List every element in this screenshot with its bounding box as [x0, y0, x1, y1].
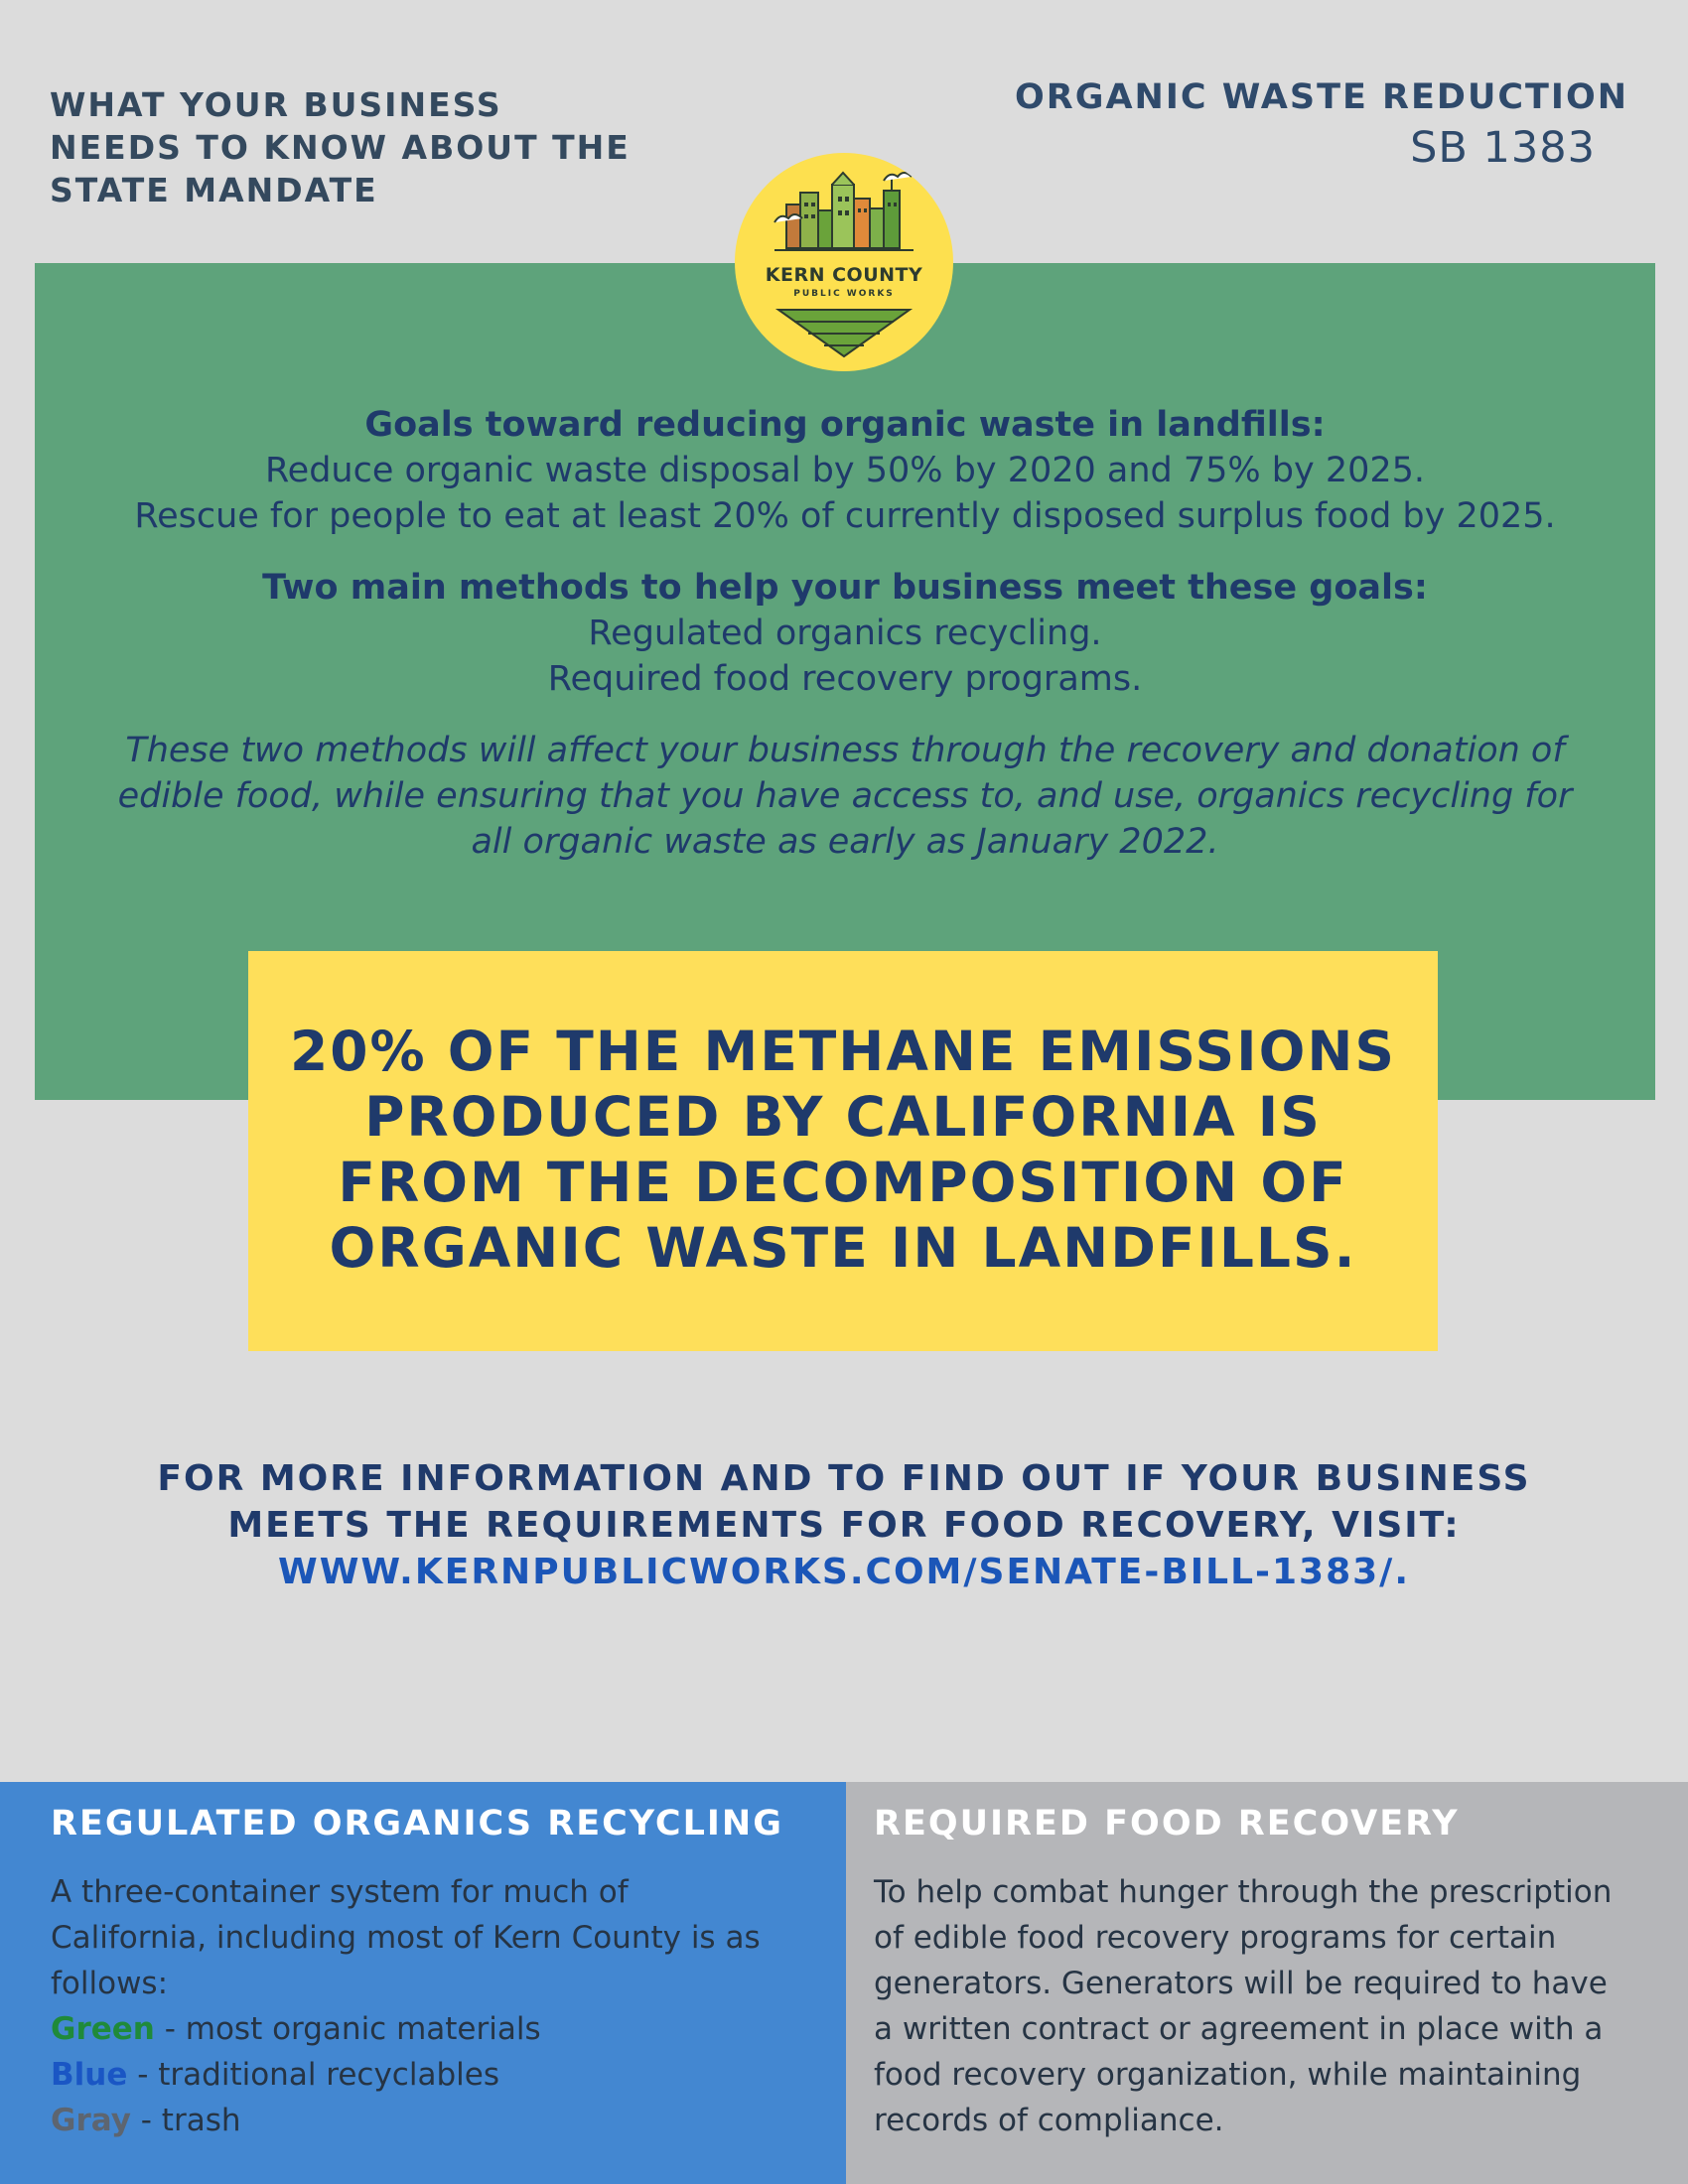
- recycling-intro-line: follows:: [51, 1966, 169, 2001]
- impact-line: all organic waste as early as January 2022.: [471, 822, 1219, 862]
- food-recovery-panel: [846, 1782, 1688, 2184]
- header-right-title: ORGANIC WASTE REDUCTION: [1015, 77, 1628, 117]
- callout-line: ORGANIC WASTE IN LANDFILLS.: [329, 1216, 1357, 1280]
- header-left-line: STATE MANDATE: [50, 171, 378, 209]
- info-line: FOR MORE INFORMATION AND TO FIND OUT IF YOUR BUSINESS: [157, 1458, 1531, 1499]
- bin-desc: - traditional recyclables: [127, 2057, 499, 2093]
- food-recovery-line: generators. Generators will be required to have: [874, 1966, 1608, 2001]
- bin-color-gray: Gray: [51, 2103, 131, 2138]
- info-link[interactable]: WWW.KERNPUBLICWORKS.COM/SENATE-BILL-1383/.: [277, 1552, 1411, 1592]
- food-recovery-line: food recovery organization, while maintaining: [874, 2057, 1582, 2093]
- header-left-line: NEEDS TO KNOW ABOUT THE: [50, 128, 631, 167]
- methods-heading: Two main methods to help your business meet these goals:: [262, 568, 1428, 608]
- bin-item-blue: [51, 2052, 825, 2098]
- header-left-title: [50, 83, 685, 211]
- recycling-intro-line: California, including most of Kern County is as: [51, 1920, 761, 1956]
- goals-text: [35, 402, 1655, 865]
- methods-line: Required food recovery programs.: [547, 659, 1143, 699]
- more-info: [99, 1455, 1589, 1595]
- bin-color-green: Green: [51, 2011, 155, 2047]
- bin-color-blue: Blue: [51, 2057, 128, 2093]
- callout-line: 20% OF THE METHANE EMISSIONS: [289, 1020, 1397, 1083]
- city-skyline-icon: [735, 153, 953, 371]
- kern-county-logo: [735, 153, 953, 371]
- logo-subtitle: PUBLIC WORKS: [793, 289, 895, 299]
- bin-desc: - most organic materials: [154, 2011, 541, 2047]
- recycling-title: REGULATED ORGANICS RECYCLING: [51, 1804, 783, 1843]
- bin-item-green: [51, 2006, 825, 2052]
- food-recovery-line: To help combat hunger through the prescription: [874, 1874, 1613, 1910]
- goals-line: Rescue for people to eat at least 20% of currently disposed surplus food by 2025.: [134, 496, 1556, 536]
- food-recovery-line: records of compliance.: [874, 2103, 1224, 2138]
- recycling-body: [51, 1869, 825, 2143]
- header-left-line: WHAT YOUR BUSINESS: [50, 85, 502, 124]
- logo-title: KERN COUNTY: [765, 264, 923, 286]
- info-line: MEETS THE REQUIREMENTS FOR FOOD RECOVERY, VISIT:: [227, 1505, 1461, 1546]
- callout-line: PRODUCED BY CALIFORNIA IS: [364, 1085, 1322, 1149]
- callout-line: FROM THE DECOMPOSITION OF: [338, 1151, 1348, 1214]
- goals-heading: Goals toward reducing organic waste in landfills:: [364, 405, 1326, 445]
- impact-line: edible food, while ensuring that you have access to, and use, organics recycling for: [117, 776, 1573, 816]
- food-recovery-line: a written contract or agreement in place with a: [874, 2011, 1604, 2047]
- recycling-panel: [0, 1782, 846, 2184]
- bin-desc: - trash: [130, 2103, 241, 2138]
- impact-line: These two methods will affect your business through the recovery and donation of: [125, 731, 1565, 770]
- bin-item-gray: [51, 2098, 825, 2143]
- methods-line: Regulated organics recycling.: [588, 614, 1102, 653]
- food-recovery-title: REQUIRED FOOD RECOVERY: [874, 1804, 1460, 1843]
- header-right-subtitle: SB 1383: [1410, 123, 1596, 173]
- food-recovery-body: [874, 1869, 1668, 2143]
- food-recovery-line: of edible food recovery programs for certain: [874, 1920, 1557, 1956]
- goals-line: Reduce organic waste disposal by 50% by 2020 and 75% by 2025.: [264, 451, 1426, 490]
- recycling-intro-line: A three-container system for much of: [51, 1874, 629, 1910]
- methane-callout-text: [248, 1019, 1438, 1281]
